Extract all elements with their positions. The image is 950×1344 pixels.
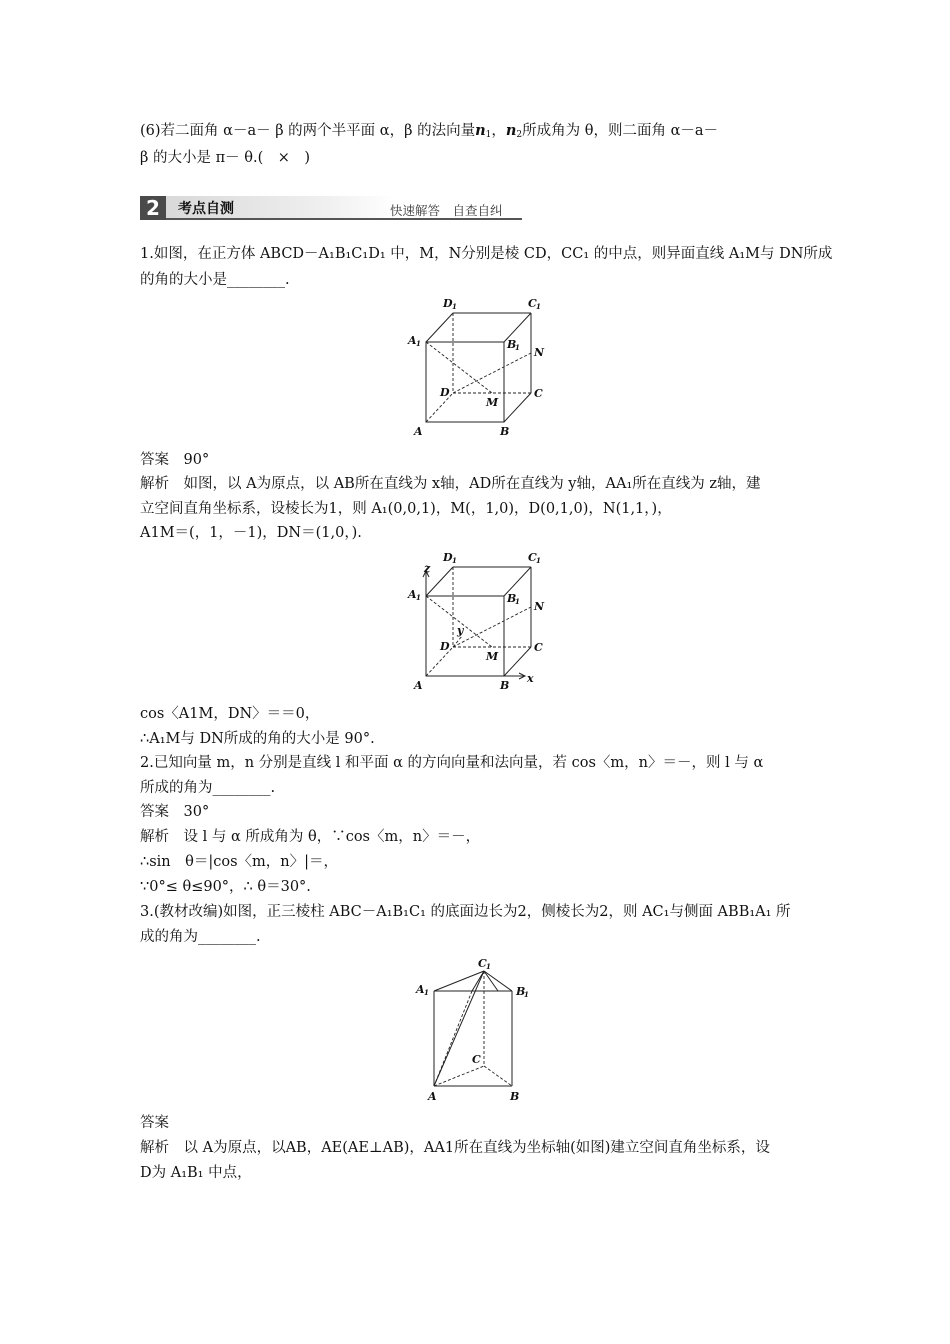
section-subtitle: 快速解答 自查自纠 <box>390 203 503 218</box>
svg-text:1: 1 <box>416 593 421 602</box>
label-C: C <box>534 387 543 400</box>
label-M: M <box>486 650 499 663</box>
section-title: 考点自测 <box>178 201 234 217</box>
q3-solution-2: D为 A₁B₁ 中点， <box>140 1165 252 1181</box>
prism-figure <box>412 955 542 1105</box>
q3-answer: 答案 <box>140 1115 169 1131</box>
section-number: 2 <box>140 196 166 220</box>
svg-text:1: 1 <box>486 962 491 971</box>
q1-solution-2: 立空间直角坐标系，设棱长为1，则 A₁(0,0,1)，M(，1,0)，D(0,1,0)，N(1,1，)， <box>140 501 672 517</box>
cube-figure-2 <box>400 546 560 698</box>
q2-solution-2: ∴sin θ＝|cos〈m，n〉|＝， <box>140 854 339 870</box>
q3-solution-1: 解析 以 A为原点，以AB，AE(AE⊥AB)，AA1所在直线为坐标轴(如图)建立空间直角坐标系，设 <box>140 1140 770 1156</box>
intro-line-1: (6)若二面角 α－a－ β 的两个半平面 α，β 的法向量$n_1$，$n_2$所成角为 θ，则二面角 α－a－ <box>140 122 719 140</box>
q1-answer: 答案 90° <box>140 452 210 468</box>
label-C: C <box>534 641 543 654</box>
label-A1: A <box>408 334 417 347</box>
svg-text:1: 1 <box>536 556 541 565</box>
label-C: C <box>472 1053 481 1066</box>
label-N: N <box>534 346 545 359</box>
label-B1: B <box>507 592 517 605</box>
label-C1: C <box>478 957 487 970</box>
q1-line-1: 1.如图，在正方体 ABCD－A₁B₁C₁D₁ 中，M，N分别是棱 CD，CC₁ 的中点，则异面直线 A₁M与 DN所成 <box>140 246 833 262</box>
label-D1: D <box>443 297 453 310</box>
q2-line-2: 所成的角为________. <box>140 780 276 796</box>
svg-text:1: 1 <box>416 339 421 348</box>
label-A: A <box>414 679 423 692</box>
label-A1: A <box>408 588 417 601</box>
svg-text:1: 1 <box>515 343 520 352</box>
q2-line-1: 2.已知向量 m，n 分别是直线 l 和平面 α 的方向向量和法向量，若 cos〈m，n〉＝－，则 l 与 α <box>140 755 764 771</box>
intro-line-2: β 的大小是 π－ θ.( × ) <box>140 150 311 166</box>
q1-solution-5: ∴A₁M与 DN所成的角的大小是 90°. <box>140 731 375 747</box>
q3-line-2: 成的角为________. <box>140 929 261 945</box>
label-C1: C <box>528 551 537 564</box>
q1-solution-3: A1M＝(，1，－1)，DN＝(1,0，). <box>140 525 362 541</box>
label-A: A <box>414 425 423 438</box>
svg-text:1: 1 <box>524 990 529 999</box>
label-y: y <box>457 624 464 637</box>
q1-solution-4: cos〈A1M，DN〉＝＝0， <box>140 706 320 722</box>
q2-answer: 答案 30° <box>140 804 210 820</box>
label-N: N <box>534 600 545 613</box>
label-B: B <box>500 679 510 692</box>
cube-figure-1 <box>400 292 560 442</box>
label-B1: B <box>516 985 526 998</box>
label-A1: A <box>416 983 425 996</box>
label-D: D <box>440 386 450 399</box>
label-B: B <box>500 425 510 438</box>
label-z: z <box>424 562 431 575</box>
svg-text:1: 1 <box>536 302 541 311</box>
svg-text:1: 1 <box>515 597 520 606</box>
label-D: D <box>440 640 450 653</box>
svg-text:1: 1 <box>452 556 457 565</box>
label-A: A <box>428 1090 437 1103</box>
label-D1: D <box>443 551 453 564</box>
label-B: B <box>510 1090 520 1103</box>
label-C1: C <box>528 297 537 310</box>
label-x: x <box>527 672 534 685</box>
svg-text:1: 1 <box>424 988 429 997</box>
section-header <box>140 196 522 220</box>
q2-solution-3: ∵0°≤ θ≤90°，∴ θ＝30°. <box>140 879 311 895</box>
q1-line-2: 的角的大小是________. <box>140 272 290 288</box>
label-B1: B <box>507 338 517 351</box>
label-M: M <box>486 396 499 409</box>
q1-solution-1: 解析 如图，以 A为原点，以 AB所在直线为 x轴，AD所在直线为 y轴，AA₁所在直线为 z轴，建 <box>140 476 761 492</box>
q3-line-1: 3.(教材改编)如图，正三棱柱 ABC－A₁B₁C₁ 的底面边长为2，侧棱长为2，则 AC₁与侧面 ABB₁A₁ 所 <box>140 904 791 920</box>
q2-solution-1: 解析 设 l 与 α 所成角为 θ，∵cos〈m，n〉＝－， <box>140 829 481 845</box>
svg-text:1: 1 <box>452 302 457 311</box>
